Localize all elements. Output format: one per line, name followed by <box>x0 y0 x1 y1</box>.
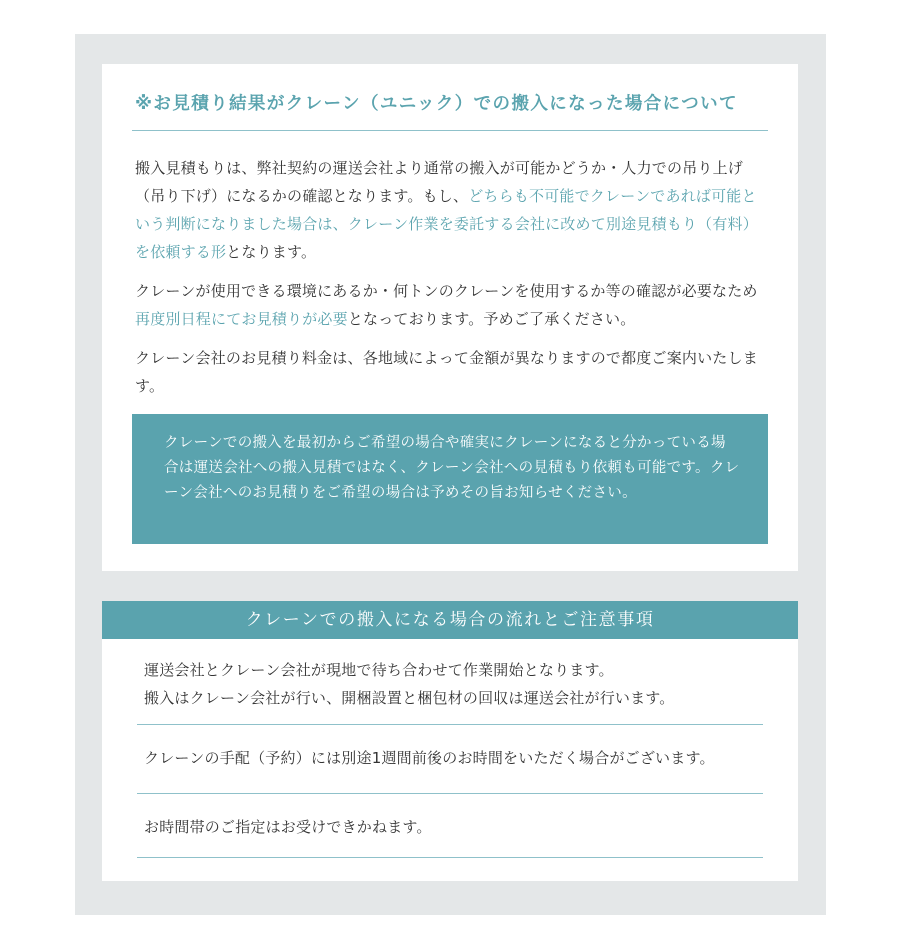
notice-paragraph-3 <box>135 344 771 400</box>
paragraph-text: クレーン会社のお見積り料金は、各地域によって金額が異なりますので都度ご案内いたします。 <box>135 349 758 395</box>
flow-card <box>102 639 798 881</box>
flow-item <box>144 656 675 712</box>
highlighted-text: 再度別日程にてお見積りが必要 <box>135 310 348 328</box>
notice-title: ※お見積り結果がクレーン（ユニック）での搬入になった場合について <box>135 94 738 114</box>
flow-divider <box>137 724 763 725</box>
paragraph-text: 搬入見積もりは、弊社契約の運送会社より通常の搬入が可能かどうか・人力での吊り上げ（吊り下げ）になるかの確認となります。もし、 <box>135 159 744 205</box>
notice-paragraph-1 <box>135 154 771 266</box>
flow-section-banner: クレーンでの搬入になる場合の流れとご注意事項 <box>102 601 798 639</box>
paragraph-text: となります。 <box>226 243 317 261</box>
flow-line: クレーンの手配（予約）には別途1週間前後のお時間をいただく場合がございます。 <box>144 749 715 767</box>
callout-box: クレーンでの搬入を最初からご希望の場合や確実にクレーンになると分かっている場合は運送会社への搬入見積ではなく、クレーン会社への見積もり依頼も可能です。クレーン会社へのお見積りをご希望の場合は予めその旨お知らせください。 <box>132 414 768 544</box>
paragraph-text: クレーンが使用できる環境にあるか・何トンのクレーンを使用するか等の確認が必要なため <box>135 282 758 300</box>
flow-divider <box>137 857 763 858</box>
paragraph-text: となっております。予めご了承ください。 <box>347 310 636 328</box>
flow-line: 搬入はクレーン会社が行い、開梱設置と梱包材の回収は運送会社が行います。 <box>144 689 675 707</box>
notice-body <box>135 154 771 411</box>
flow-line: 運送会社とクレーン会社が現地で待ち合わせて作業開始となります。 <box>144 661 614 679</box>
flow-line: お時間帯のご指定はお受けできかねます。 <box>144 818 432 836</box>
notice-paragraph-2 <box>135 277 771 333</box>
flow-item <box>144 813 432 841</box>
info-panel <box>75 34 826 915</box>
highlighted-text: どちらも不可能でクレーンであれば可能という判断になりました場合は、クレーン作業を委託する会社に改めて別途見積もり（有料）を依頼する形 <box>135 187 758 261</box>
flow-item <box>144 744 715 772</box>
crane-notice-card <box>102 64 798 571</box>
title-divider <box>132 130 768 131</box>
flow-divider <box>137 793 763 794</box>
